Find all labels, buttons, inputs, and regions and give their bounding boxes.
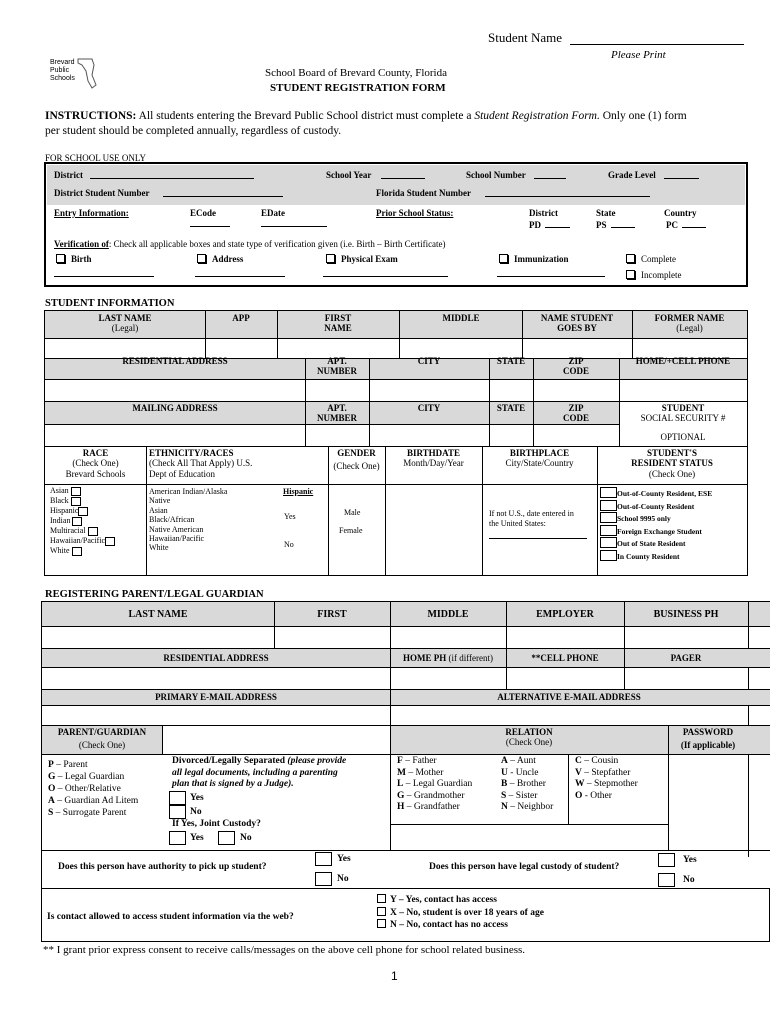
divorced-label: Divorced/Legally Separated bbox=[172, 756, 286, 766]
address-checkbox[interactable] bbox=[197, 254, 206, 263]
relation-option[interactable]: M – Mother bbox=[397, 767, 444, 778]
col-line bbox=[482, 446, 483, 576]
student-name-field[interactable] bbox=[570, 44, 744, 45]
resident-status-option[interactable]: Foreign Exchange Student bbox=[600, 525, 712, 538]
guardian-first-header: FIRST bbox=[317, 609, 347, 620]
pg-code-list bbox=[48, 759, 138, 819]
instructions-line-1: INSTRUCTIONS: All students entering the Brevard Public School district must complete a Student Registration Form. Only one (1) form bbox=[45, 110, 687, 122]
school-number-field[interactable] bbox=[534, 178, 566, 179]
country-col-label: Country bbox=[664, 208, 697, 218]
district-student-number-label: District Student Number bbox=[54, 188, 150, 198]
gender-header: GENDER (Check One) bbox=[333, 448, 380, 472]
mailing-address-header: MAILING ADDRESS bbox=[132, 403, 218, 413]
web-access-option[interactable]: X – No, student is over 18 years of age bbox=[377, 907, 544, 920]
logo-line-2: Public bbox=[50, 67, 70, 74]
student-app-header: APP bbox=[232, 313, 250, 323]
divorced-yes-label: Yes bbox=[190, 793, 204, 803]
logo-line-1: Brevard bbox=[50, 59, 75, 66]
address-field[interactable] bbox=[195, 276, 285, 277]
hispanic-yes[interactable]: Yes bbox=[284, 512, 296, 521]
birth-field[interactable] bbox=[54, 276, 154, 277]
mailing-address-input-row[interactable] bbox=[46, 425, 618, 445]
ethnicity-option[interactable]: White bbox=[149, 543, 169, 553]
joint-no-label: No bbox=[240, 833, 252, 843]
relation-option[interactable]: U - Uncle bbox=[501, 767, 539, 778]
guardian-name-input-row[interactable] bbox=[43, 627, 747, 647]
school-number-label: School Number bbox=[466, 170, 526, 180]
web-option-checkbox bbox=[377, 894, 386, 903]
guardian-employer-header: EMPLOYER bbox=[536, 609, 594, 620]
alt-email-header: ALTERNATIVE E-MAIL ADDRESS bbox=[497, 692, 641, 702]
page-number: 1 bbox=[391, 969, 398, 983]
resident-status-option[interactable]: Out of State Resident bbox=[600, 537, 712, 550]
gender-female[interactable]: Female bbox=[339, 526, 363, 535]
city-header: CITY bbox=[417, 356, 441, 366]
guardian-last-name-header: LAST NAME bbox=[128, 609, 188, 620]
immunization-field[interactable] bbox=[497, 276, 605, 277]
state-header: STATE bbox=[496, 356, 526, 366]
board-name: School Board of Brevard County, Florida bbox=[265, 67, 447, 79]
pd-label: PD bbox=[529, 220, 541, 230]
birthplace-header: BIRTHPLACE City/State/Country bbox=[505, 448, 574, 469]
physical-exam-checkbox[interactable] bbox=[326, 254, 335, 263]
custody-no-checkbox[interactable] bbox=[658, 873, 675, 887]
parent-guardian-header: PARENT/GUARDIAN (Check One) bbox=[57, 727, 147, 751]
district-col-label: District bbox=[529, 208, 558, 218]
pg-option[interactable]: G – Legal Guardian bbox=[48, 772, 125, 782]
ethnicity-option[interactable]: Black/African bbox=[149, 515, 195, 525]
zip-code-header: ZIP CODE bbox=[562, 356, 589, 377]
verify-address[interactable]: Address bbox=[197, 254, 243, 264]
residential-address-header: RESIDENTIAL ADDRESS bbox=[122, 356, 228, 366]
web-access-option[interactable]: N – No, contact has no access bbox=[377, 919, 544, 932]
relation-option[interactable]: V – Stepfather bbox=[575, 767, 631, 778]
primary-email-header: PRIMARY E-MAIL ADDRESS bbox=[155, 692, 277, 702]
mail-zip-code-header: ZIP CODE bbox=[562, 403, 589, 424]
residential-address-input-row[interactable] bbox=[46, 380, 746, 400]
verify-physical-exam[interactable]: Physical Exam bbox=[326, 254, 398, 264]
resident-status-option[interactable]: Out-of-County Resident, ESE bbox=[600, 487, 712, 500]
col-line bbox=[568, 755, 569, 824]
form-name: Student Registration Form. bbox=[474, 110, 600, 122]
relation-option[interactable]: N – Neighbor bbox=[501, 802, 554, 812]
please-print-note: Please Print bbox=[611, 49, 666, 61]
password-header: PASSWORD (If applicable) bbox=[680, 727, 736, 751]
student-last-name-header: LAST NAME (Legal) bbox=[98, 313, 152, 334]
race-option[interactable]: Multiracial bbox=[50, 526, 115, 536]
col-line bbox=[668, 726, 669, 850]
race-option[interactable]: Hawaiian/Pacific bbox=[50, 536, 115, 546]
ecode-field[interactable] bbox=[190, 226, 230, 227]
student-first-name-header: FIRST NAME bbox=[324, 313, 352, 334]
state-col-label: State bbox=[596, 208, 616, 218]
birthdate-header: BIRTHDATE Month/Day/Year bbox=[403, 448, 464, 469]
col-line bbox=[390, 726, 391, 850]
ps-label: PS bbox=[596, 220, 607, 230]
ethnicity-option[interactable]: American Indian/Alaska bbox=[149, 487, 228, 496]
ssn-header: STUDENT SOCIAL SECURITY # bbox=[640, 403, 726, 424]
race-option[interactable]: White bbox=[50, 546, 115, 556]
pc-label: PC bbox=[666, 220, 678, 230]
guardian-residential-address-header: RESIDENTIAL ADDRESS bbox=[163, 653, 269, 663]
resident-status-option[interactable]: School 9995 only bbox=[600, 512, 712, 525]
custody-question: Does this person have legal custody of student? bbox=[429, 862, 620, 872]
pc-field[interactable] bbox=[682, 227, 706, 228]
web-access-options bbox=[377, 894, 544, 932]
pickup-question: Does this person have authority to pick up student? bbox=[58, 862, 267, 872]
race-option[interactable]: Black bbox=[50, 496, 115, 506]
race-list bbox=[50, 486, 115, 556]
edate-label: EDate bbox=[261, 208, 285, 218]
consent-statement: ** I grant prior express consent to receive calls/messages on the above cell phone for school related business. bbox=[43, 944, 526, 956]
col-line bbox=[328, 446, 329, 576]
guardian-pager-header: PAGER bbox=[670, 653, 702, 663]
verify-complete[interactable]: Complete bbox=[626, 254, 676, 264]
relation-option[interactable]: S – Sister bbox=[501, 790, 538, 801]
ecode-label: ECode bbox=[190, 208, 217, 218]
pickup-yes-checkbox[interactable] bbox=[315, 852, 332, 866]
florida-student-number-field[interactable] bbox=[485, 196, 650, 197]
mail-city-header: CITY bbox=[417, 403, 441, 413]
not-us-line-2: the United States: bbox=[489, 519, 546, 528]
ssn-optional: OPTIONAL bbox=[660, 432, 706, 442]
verify-incomplete[interactable]: Incomplete bbox=[626, 270, 681, 280]
relation-option[interactable]: C – Cousin bbox=[575, 756, 619, 766]
form-title: STUDENT REGISTRATION FORM bbox=[270, 82, 446, 94]
verification-line: Verification of: Check all applicable boxes and state type of verification given (i.e. Birth – Birth Certificate) bbox=[54, 239, 446, 249]
ethnicity-option[interactable]: Asian bbox=[149, 505, 168, 515]
instructions-label: INSTRUCTIONS: bbox=[45, 110, 137, 122]
web-access-option[interactable]: Y – Yes, contact has access bbox=[377, 894, 544, 907]
date-entered-us-field[interactable] bbox=[489, 538, 587, 539]
web-option-checkbox bbox=[377, 907, 386, 916]
incomplete-checkbox[interactable] bbox=[626, 270, 635, 279]
row-line bbox=[45, 484, 747, 485]
relation-option[interactable]: F – Father bbox=[397, 756, 437, 766]
logo-line-3: Schools bbox=[50, 75, 75, 82]
relation-list-3 bbox=[575, 756, 638, 802]
row-line bbox=[45, 446, 747, 447]
pg-option[interactable]: P – Parent bbox=[48, 760, 88, 770]
district-field[interactable] bbox=[90, 178, 254, 179]
mail-apt-number-header: APT. NUMBER bbox=[317, 403, 357, 424]
guardian-address-input-row[interactable] bbox=[43, 668, 747, 688]
race-option[interactable]: Indian bbox=[50, 516, 115, 526]
divorced-yes-checkbox[interactable] bbox=[169, 791, 186, 805]
pickup-no-label: No bbox=[337, 874, 349, 884]
relation-option[interactable]: O - Other bbox=[575, 790, 612, 801]
race-header: RACE (Check One) Brevard Schools bbox=[65, 448, 126, 479]
relation-option[interactable]: W – Stepmother bbox=[575, 779, 638, 789]
ethnicity-option[interactable]: Hawaiian/Pacific bbox=[149, 534, 205, 544]
gender-male[interactable]: Male bbox=[344, 508, 361, 517]
entry-information-label: Entry Information: bbox=[54, 208, 129, 218]
hispanic-label: Hispanic bbox=[283, 487, 314, 496]
complete-checkbox[interactable] bbox=[626, 254, 635, 263]
guardian-business-ph-header: BUSINESS PH bbox=[653, 609, 719, 620]
edate-field[interactable] bbox=[261, 226, 327, 227]
relation-option[interactable]: L – Legal Guardian bbox=[397, 779, 473, 789]
col-line bbox=[597, 446, 598, 576]
guardian-title: REGISTERING PARENT/LEGAL GUARDIAN bbox=[45, 589, 264, 600]
pg-option[interactable]: A – Guardian Ad Litem bbox=[48, 796, 139, 806]
guardian-cell-phone-header: **CELL PHONE bbox=[531, 653, 599, 663]
relation-option[interactable]: G – Grandmother bbox=[397, 790, 465, 801]
grade-level-field[interactable] bbox=[664, 178, 699, 179]
relation-option[interactable]: A – Aunt bbox=[501, 756, 536, 766]
pd-field[interactable] bbox=[545, 227, 570, 228]
race-option[interactable]: Hispanic bbox=[50, 506, 115, 516]
guardian-middle-header: MIDDLE bbox=[427, 609, 469, 620]
grade-level-label: Grade Level bbox=[608, 170, 656, 180]
ethnicity-header: ETHNICITY/RACES (Check All That Apply) U.S. Dept of Education bbox=[149, 448, 253, 479]
row-line bbox=[390, 824, 668, 825]
student-former-name-header: FORMER NAME (Legal) bbox=[654, 313, 725, 334]
relation-option[interactable]: B – Brother bbox=[501, 779, 546, 789]
apt-number-header: APT. NUMBER bbox=[317, 356, 357, 377]
resident-status-option[interactable]: Out-of-County Resident bbox=[600, 500, 712, 513]
school-use-title: FOR SCHOOL USE ONLY bbox=[45, 153, 147, 163]
joint-yes-checkbox[interactable] bbox=[169, 831, 186, 845]
row-line bbox=[42, 850, 770, 851]
prior-school-status-label: Prior School Status: bbox=[376, 208, 454, 218]
divorced-block: Divorced/Legally Separated (please provide all legal documents, including a parenting plan that is signed by a Judge). bbox=[172, 756, 347, 789]
resident-status-option[interactable]: In County Resident bbox=[600, 550, 712, 563]
guardian-home-ph-header: HOME PH (if different) bbox=[402, 653, 494, 663]
pg-option[interactable]: S – Surrogate Parent bbox=[48, 808, 127, 818]
relation-header: RELATION (Check One) bbox=[505, 727, 553, 748]
race-option[interactable]: Asian bbox=[50, 486, 115, 496]
joint-no-checkbox[interactable] bbox=[218, 831, 235, 845]
col-line bbox=[162, 726, 163, 754]
ethnicity-option[interactable]: Native American bbox=[149, 524, 204, 534]
relation-option[interactable]: H – Grandfather bbox=[397, 802, 460, 812]
not-us-line-1: If not U.S., date entered in bbox=[489, 509, 574, 518]
col-line bbox=[385, 446, 386, 576]
web-access-question: Is contact allowed to access student information via the web? bbox=[47, 912, 294, 922]
verify-immunization[interactable]: Immunization bbox=[499, 254, 569, 264]
student-name-label: Student Name bbox=[488, 30, 563, 45]
physical-exam-field[interactable] bbox=[323, 276, 448, 277]
ethnicity-option[interactable]: Native bbox=[149, 496, 171, 506]
verification-label: Verification of bbox=[54, 239, 109, 249]
custody-yes-checkbox[interactable] bbox=[658, 853, 675, 867]
ethnicity-list bbox=[149, 487, 227, 553]
ps-field[interactable] bbox=[611, 227, 635, 228]
joint-yes-label: Yes bbox=[190, 833, 204, 843]
district-student-number-field[interactable] bbox=[163, 196, 283, 197]
student-goes-by-header: NAME STUDENT GOES BY bbox=[540, 313, 614, 334]
web-option-checkbox bbox=[377, 919, 386, 928]
row-line bbox=[42, 754, 770, 755]
email-input-row[interactable] bbox=[43, 706, 747, 724]
mail-state-header: STATE bbox=[496, 403, 526, 413]
resident-status-list bbox=[600, 487, 712, 562]
home-cell-phone-header: HOME/+CELL PHONE bbox=[635, 356, 731, 366]
instructions-line-2: per student should be completed annually, regardless of custody. bbox=[45, 125, 342, 137]
verify-birth[interactable]: Birth bbox=[56, 254, 92, 264]
pickup-no-checkbox[interactable] bbox=[315, 872, 332, 886]
custody-no-label: No bbox=[683, 875, 695, 885]
joint-custody-label: If Yes, Joint Custody? bbox=[172, 819, 261, 829]
col-line bbox=[146, 446, 147, 576]
birth-checkbox[interactable] bbox=[56, 254, 65, 263]
hispanic-no[interactable]: No bbox=[284, 540, 294, 549]
student-middle-header: MIDDLE bbox=[442, 313, 480, 323]
resident-status-header: STUDENT'S RESIDENT STATUS (Check One) bbox=[631, 448, 713, 479]
divorced-no-label: No bbox=[190, 807, 202, 817]
divorced-no-checkbox[interactable] bbox=[169, 805, 186, 819]
relation-list-1 bbox=[397, 756, 472, 814]
custody-yes-label: Yes bbox=[683, 855, 697, 865]
relation-list-2 bbox=[501, 756, 553, 814]
district-logo bbox=[48, 55, 100, 91]
school-year-field[interactable] bbox=[381, 178, 425, 179]
school-year-label: School Year bbox=[326, 170, 372, 180]
pickup-yes-label: Yes bbox=[337, 854, 351, 864]
pg-option[interactable]: O – Other/Relative bbox=[48, 784, 121, 794]
student-info-title: STUDENT INFORMATION bbox=[45, 298, 175, 309]
florida-student-number-label: Florida Student Number bbox=[376, 188, 472, 198]
immunization-checkbox[interactable] bbox=[499, 254, 508, 263]
district-label: District bbox=[54, 170, 83, 180]
